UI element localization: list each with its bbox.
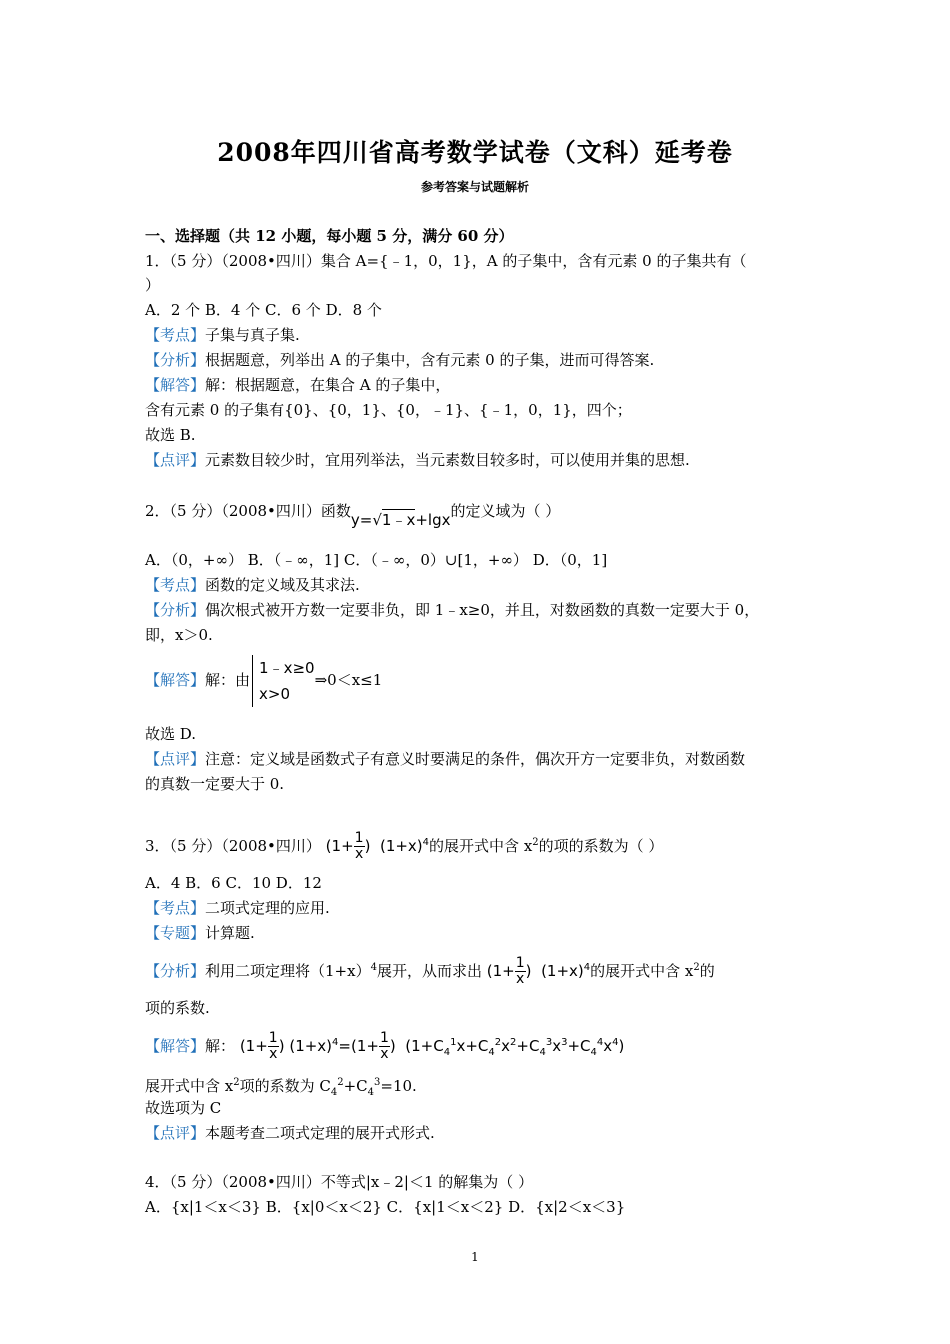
q2-dianping-text: 注意：定义域是函数式子有意义时要满足的条件，偶次开方一定要非负，对数函数 — [205, 750, 746, 768]
q3-stem-end: 的项的系数为（ ） — [538, 837, 664, 855]
q1-jieda — [145, 375, 450, 395]
q4-stem: 4．（5 分）（2008•四川）不等式|x﹣2|＜1 的解集为（ ） — [145, 1173, 534, 1191]
q2-jieda-post: ⇒0＜x≤1 — [314, 671, 383, 689]
q3-fenxi-formula — [486, 955, 591, 987]
q1-dianping-text: 元素数目较少时，宜用列举法，当元素数目较多时，可以使用并集的思想. — [205, 451, 690, 469]
q2-dianping-2: 的真数一定要大于 0. — [145, 775, 285, 793]
q3-jieda — [145, 1028, 624, 1068]
q1-jieda-text: 解：根据题意，在集合 A 的子集中， — [205, 376, 451, 394]
page-subtitle: 参考答案与试题解析 — [420, 180, 529, 194]
q3-fenxi-pre: 利用二项定理将（1+x） — [205, 962, 371, 980]
q3-ex-open1: (1+ — [239, 1037, 268, 1055]
tag-jieda: 【解答】 — [145, 1037, 206, 1055]
q3-fx-pow: 4 — [583, 962, 591, 973]
tag-jieda: 【解答】 — [145, 671, 206, 689]
tag-dianping: 【点评】 — [145, 750, 206, 768]
q1-stem-end: ） — [145, 276, 161, 294]
q2-fenxi-text: 偶次根式被开方数一定要非负，即 1﹣x≥0，并且，对数函数的真数一定要大于 0， — [205, 601, 760, 619]
q3-ex-den2: x — [380, 1046, 389, 1062]
q1-fenxi-text: 根据题意，列举出 A 的子集中，含有元素 0 的子集，进而可得答案. — [205, 351, 655, 369]
q3-f2: (1+x) — [379, 837, 423, 855]
q2-formula — [351, 511, 451, 529]
q3-f-open: (1+ — [325, 837, 354, 855]
q1-stem: 1．（5 分）（2008•四川）集合 A={﹣1，0，1}，A 的子集中，含有元素 0 的子集共有（ — [145, 252, 747, 270]
tag-fenxi: 【分析】 — [145, 601, 206, 619]
q3-fraction — [354, 831, 365, 862]
q3-ex-f2: (1+x) — [289, 1037, 333, 1055]
q2-formula-radicand: 1﹣x — [381, 511, 416, 529]
q3-kaodian-text: 二项式定理的应用. — [205, 899, 330, 917]
q1-kaodian — [145, 325, 300, 345]
q3-result-mid: 项的系数为 C — [239, 1077, 331, 1095]
q3-fx-open: (1+ — [486, 962, 515, 980]
q3-ex-open2: (1+ — [351, 1037, 379, 1055]
q1-jieda-2: 含有元素 0 的子集有{0}、{0，1}、{0，﹣1}、{﹣1，0，1}，四个； — [145, 401, 632, 419]
q3-zhuanti — [145, 923, 255, 943]
q3-f-close: ) — [364, 837, 371, 855]
q1-options: A．2 个 B．4 个 C．6 个 D．8 个 — [145, 301, 382, 319]
q3-fenxi-post: 的展开式中含 x — [590, 962, 694, 980]
q3-fenxi-pow: 4 — [370, 962, 377, 973]
q3-formula — [325, 830, 430, 862]
q2-options: A．（0，+∞） B．（﹣∞，1] C．（﹣∞，0）∪[1，+∞） D．（0，1] — [145, 551, 608, 569]
q3-stem-pre: 3．（5 分）（2008•四川） — [145, 837, 321, 855]
q2-kaodian-text: 函数的定义域及其求法. — [205, 576, 360, 594]
tag-kaodian: 【考点】 — [145, 576, 206, 594]
q2-stem-pre: 2．（5 分）（2008•四川）函数 — [145, 502, 351, 520]
q2-jieda — [145, 655, 382, 707]
q2-formula-tail: +lgx — [415, 511, 451, 529]
q3-ex-pow: 4 — [332, 1037, 339, 1048]
q3-fx-fraction — [515, 956, 526, 987]
q3-ex-frac1 — [268, 1031, 279, 1062]
q3-power: 4 — [422, 837, 430, 848]
q3-jieda-pre: 解： — [205, 1037, 236, 1055]
q3-fx-num: 1 — [515, 955, 525, 971]
q2-stem — [145, 501, 561, 529]
q1-choose: 故选 B. — [145, 426, 196, 444]
q3-result-plus: +C — [343, 1077, 368, 1095]
q2-jieda-pre: 解：由 — [205, 671, 251, 689]
q4-options: A．{x|1＜x＜3} B．{x|0＜x＜2} C．{x|1＜x＜2} D．{x|2＜x＜3} — [145, 1198, 626, 1216]
q3-fenxi-mid: 展开，从而求出 — [376, 962, 482, 980]
tag-fenxi: 【分析】 — [145, 351, 206, 369]
q3-fx-close: ) — [525, 962, 532, 980]
q3-expansion-formula: (1+ $\frac{1}{x}$ ) $(1+x)^4=(1+$ $\frac{1}{x}$ ) $(1+C_4^1x+C_4^2x^2+C_4^3x^3+C_4^4x^4)$ — [239, 1030, 625, 1062]
q3-fenxi-sq: 2 — [693, 962, 700, 973]
q3-result-sq: 2 — [233, 1077, 240, 1088]
q3-stem-sq: 2 — [532, 837, 539, 848]
q3-ex-close2: ) — [389, 1037, 396, 1055]
q3-result-c1-sup: 2 — [337, 1077, 344, 1088]
section-heading: 一、选择题（共 12 小题，每小题 5 分，满分 60 分） — [145, 227, 514, 245]
q3-ex-num1: 1 — [268, 1030, 278, 1046]
q3-ex-frac2 — [379, 1031, 390, 1062]
q3-options: A．4 B．6 C．10 D．12 — [145, 874, 322, 892]
q2-sys-line2: x>0 — [259, 685, 291, 703]
q2-stem-post: 的定义域为（ ） — [450, 502, 561, 520]
q3-result-c1-sub: 4 — [330, 1087, 338, 1098]
tag-kaodian: 【考点】 — [145, 326, 206, 344]
q2-choose: 故选 D. — [145, 725, 197, 743]
q3-result-pre: 展开式中含 x — [145, 1077, 234, 1095]
tag-fenxi: 【分析】 — [145, 962, 206, 980]
q3-dianping — [145, 1123, 435, 1143]
tag-dianping: 【点评】 — [145, 451, 206, 469]
tag-kaodian: 【考点】 — [145, 899, 206, 917]
q2-inequality-system — [252, 655, 315, 707]
tag-zhuanti: 【专题】 — [145, 924, 206, 942]
q3-fenxi — [145, 953, 715, 987]
q3-frac-num: 1 — [354, 830, 364, 846]
page-title: 2008年四川省高考数学试卷（文科）延考卷 — [217, 138, 733, 167]
tag-jieda: 【解答】 — [145, 376, 206, 394]
q3-fenxi-2: 项的系数. — [145, 999, 210, 1017]
q3-result-c2-sup: 3 — [374, 1077, 381, 1088]
q3-fx-f2: (1+x) — [541, 962, 584, 980]
page-number: 1 — [471, 1250, 479, 1264]
q1-fenxi — [145, 350, 654, 370]
q3-frac-den: x — [354, 846, 364, 862]
q2-fenxi — [145, 600, 759, 620]
q3-dianping-text: 本题考查二项式定理的展开式形式. — [205, 1124, 435, 1142]
q2-dianping — [145, 749, 745, 769]
q3-ex-close1: ) — [278, 1037, 285, 1055]
q2-formula-y: y= — [350, 511, 373, 529]
q3-fenxi-end: 的 — [699, 962, 715, 980]
q2-sys-line1: 1﹣x≥0 — [259, 659, 315, 677]
q3-result-end: =10. — [380, 1077, 417, 1095]
q3-ex-num2: 1 — [379, 1030, 389, 1046]
q3-stem-post: 的展开式中含 x — [429, 837, 533, 855]
tag-dianping: 【点评】 — [145, 1124, 206, 1142]
q1-kaodian-text: 子集与真子集. — [205, 326, 300, 344]
q1-dianping — [145, 450, 690, 470]
q3-stem — [145, 828, 663, 862]
q3-fx-den: x — [516, 971, 525, 987]
q2-kaodian — [145, 575, 360, 595]
q3-choose: 故选项为 C — [145, 1099, 222, 1117]
q3-result-c2-sub: 4 — [367, 1087, 375, 1098]
q3-kaodian — [145, 898, 330, 918]
sqrt-symbol: √ — [372, 511, 382, 529]
q2-fenxi-2: 即，x＞0. — [145, 626, 213, 644]
q3-zhuanti-text: 计算题. — [205, 924, 255, 942]
q3-ex-den1: x — [269, 1046, 278, 1062]
